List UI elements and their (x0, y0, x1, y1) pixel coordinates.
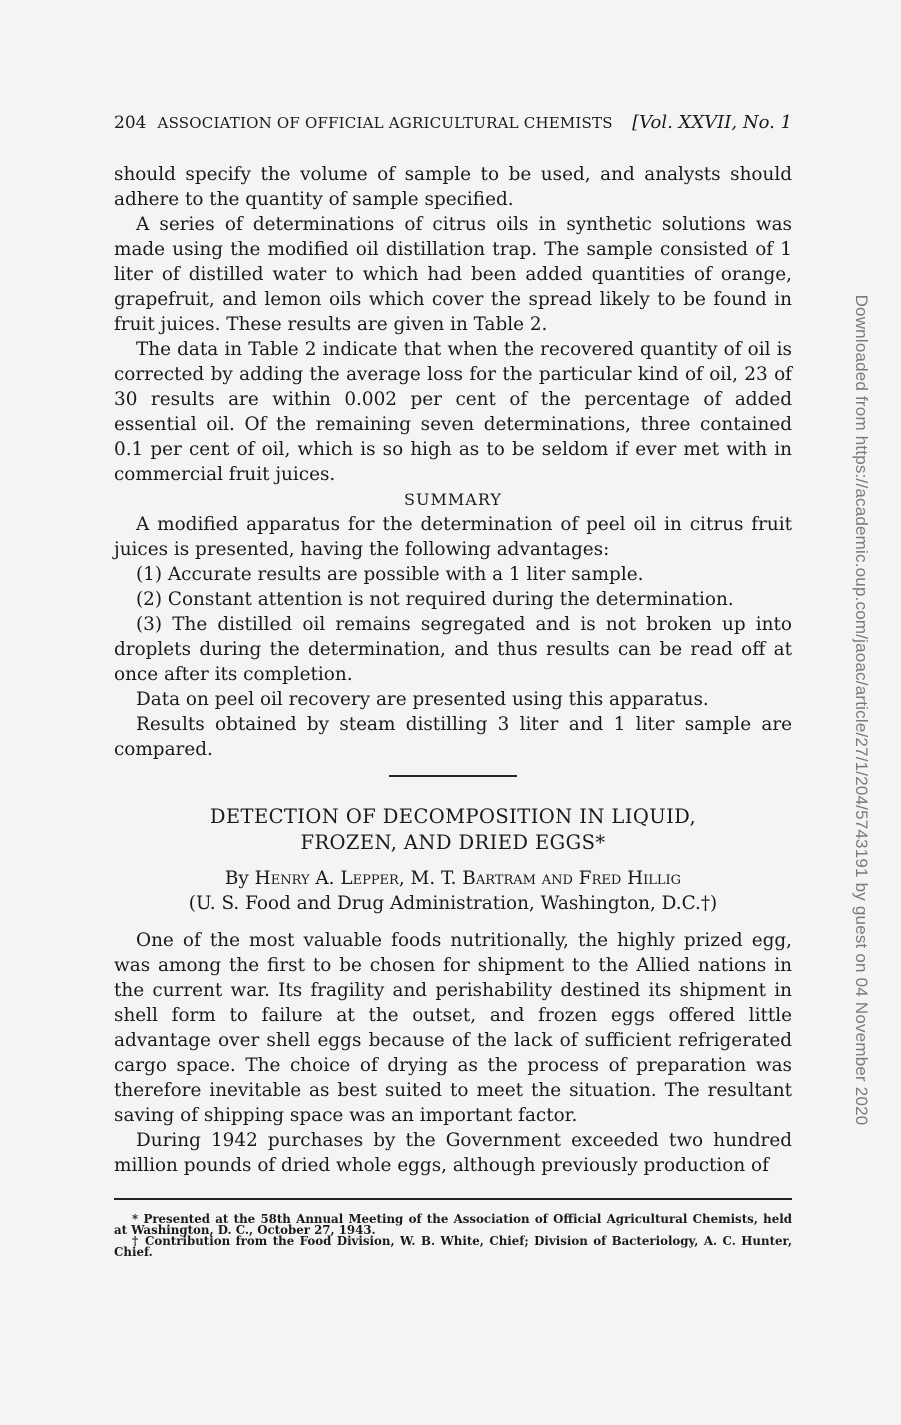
summary-heading: SUMMARY (404, 490, 502, 509)
volume-issue: [Vol. XXVII, No. 1 (632, 112, 792, 133)
paragraph: One of the most valuable foods nutritionally, the highly prized egg, was among the first to be chosen for shipment to the Allied nations in the current war. Its fragility and perishability destined its shipment in shell form to failure at the outset, and frozen eggs offered little advantage over shell eggs because of the lack of sufficient refrigerated cargo space. The choice of drying as the process of preparation was therefore inevitable as best suited to meet the situation. The resultant saving of shipping space was an important factor. (114, 930, 792, 1126)
summary-item: (1) Accurate results are possible with a 1 liter sample. (136, 564, 644, 585)
author-names: Henry A. Lepper, M. T. Bartram and Fred Hillig (254, 868, 682, 889)
byline (114, 866, 792, 891)
article-title-line-2: FROZEN, AND DRIED EGGS* (300, 831, 606, 854)
paragraph: should specify the volume of sample to be used, and analysts should adhere to the quantity of sample specified. (114, 164, 792, 210)
affiliation: (U. S. Food and Drug Administration, Washington, D.C.†) (188, 893, 718, 914)
watermark-text: Downloaded from https://academic.oup.com/jaoac/article/27/1/204/5743191 by guest on 04 November 2020 (852, 294, 871, 1126)
footnote: † Contribution from the Food Division, W. B. White, Chief; Division of Bacteriology, A. C. Hunter, Chief. (114, 1234, 792, 1259)
summary-intro: A modified apparatus for the determination of peel oil in citrus fruit juices is presented, having the following advantages: (114, 514, 792, 560)
download-watermark (846, 294, 876, 1126)
section-divider (389, 775, 517, 777)
page-number: 204 (114, 113, 147, 133)
paragraph: A series of determinations of citrus oils in synthetic solutions was made using the modified oil distillation trap. The sample consisted of 1 liter of distilled water to which had been added quantities of orange, grapefruit, and lemon oils which cover the spread likely to be found in fruit juices. These results are given in Table 2. (114, 214, 792, 335)
running-header (114, 112, 792, 134)
article-title (114, 804, 792, 856)
paragraph: The data in Table 2 indicate that when the recovered quantity of oil is corrected by adding the average loss for the particular kind of oil, 23 of 30 results are within 0.002 per cent of the percentage of added essential oil. Of the remaining seven determinations, three contained 0.1 per cent of oil, which is so high as to be seldom if ever met with in commercial fruit juices. (114, 339, 792, 485)
summary-closing: Data on peel oil recovery are presented using this apparatus. (136, 689, 709, 710)
paragraph: During 1942 purchases by the Government exceeded two hundred million pounds of dried whole eggs, although previously production of (114, 1130, 792, 1176)
page-body (114, 162, 792, 1178)
summary-closing: Results obtained by steam distilling 3 liter and 1 liter sample are compared. (114, 714, 792, 760)
summary-item: (3) The distilled oil remains segregated and is not broken up into droplets during the determination, and thus results can be read off at once after its completion. (114, 614, 792, 685)
article-title-line-1: DETECTION OF DECOMPOSITION IN LIQUID, (209, 805, 697, 828)
journal-title: ASSOCIATION OF OFFICIAL AGRICULTURAL CHEMISTS (157, 114, 613, 132)
summary-item: (2) Constant attention is not required during the determination. (136, 589, 734, 610)
byline-prefix: By (224, 868, 249, 889)
footnote: * Presented at the 58th Annual Meeting of the Association of Official Agricultural Chemists, held at Washington, D. C., October 27, 1943. (114, 1212, 792, 1237)
footnotes (114, 1198, 792, 1258)
